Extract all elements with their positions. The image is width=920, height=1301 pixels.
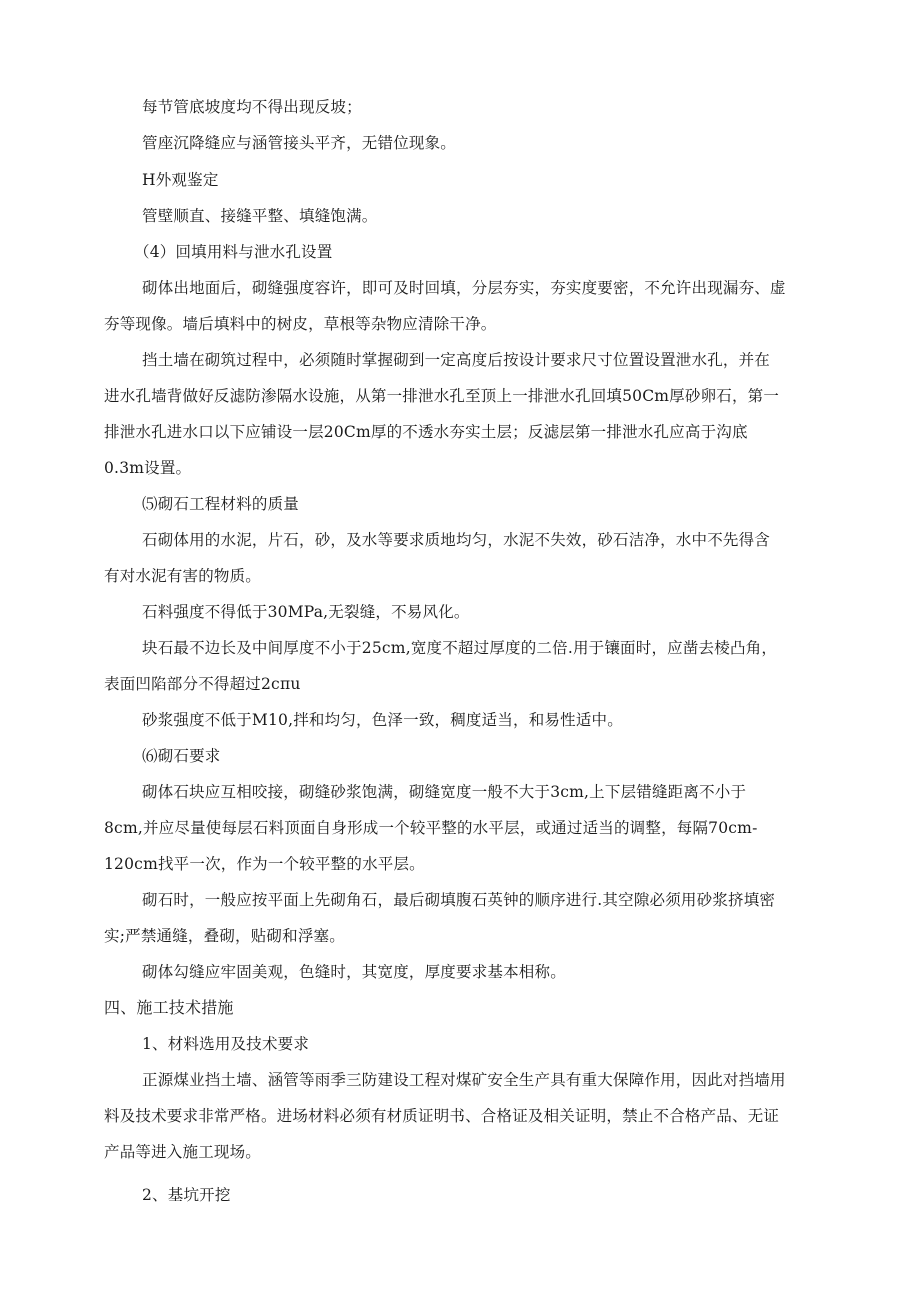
text-line: 砌体石块应互相咬接，砌缝砂浆饱满，砌缝宽度一般不大于3cm,上下层错缝距离不小于 <box>142 783 747 801</box>
text-line: 料及技术要求非常严格。进场材料必须有材质证明书、合格证及相关证明，禁止不合格产品、无证 <box>104 1107 780 1125</box>
section-heading: （4）回填用料与泄水孔设置 <box>134 243 333 261</box>
section-heading: 1、材料选用及技术要求 <box>142 1035 310 1053</box>
text-line: 砌体出地面后，砌缝强度容许，即可及时回填，分层夯实，夯实度要密，不允许出现漏夯、虚 <box>142 279 786 297</box>
text-line: 管座沉降缝应与涵管接头平齐，无错位现象。 <box>142 134 457 152</box>
text-line: 砂浆强度不低于M10,拌和均匀，色泽一致，稠度适当，和易性适中。 <box>142 711 623 729</box>
text-line: 挡土墙在砌筑过程中，必须随时掌握砌到一定高度后按设计要求尺寸位置设置泄水孔，并在 <box>142 351 771 369</box>
text-line: 石料强度不得低于30MPa,无裂缝，不易风化。 <box>142 603 470 621</box>
text-line: 每节管底坡度均不得出现反坡； <box>142 98 362 116</box>
text-line: 管壁顺直、接缝平整、填缝饱满。 <box>142 207 378 225</box>
text-line: 排泄水孔进水口以下应铺设一层20Cm厚的不透水夯实土层；反滤层第一排泄水孔应高于沟底 <box>104 423 748 441</box>
chapter-heading: 四、施工技术措施 <box>104 998 234 1017</box>
text-line: 石砌体用的水泥，片石，砂，及水等要求质地均匀，水泥不失效，砂石洁净，水中不先得含 <box>142 531 771 549</box>
text-line: 8cm,并应尽量使每层石料顶面自身形成一个较平整的水平层，或通过适当的调整，每隔70cm- <box>104 819 758 837</box>
text-line: 有对水泥有害的物质。 <box>104 567 262 585</box>
text-line: 块石最不边长及中间厚度不小于25cm,宽度不超过厚度的二倍.用于镶面时，应凿去棱凸角， <box>142 639 778 657</box>
text-line: 产品等进入施工现场。 <box>104 1143 262 1161</box>
text-line: 砌石时，一般应按平面上先砌角石，最后砌填腹石英钟的顺序进行.其空隙必须用砂浆挤填密 <box>142 891 776 909</box>
text-line: 正源煤业挡土墙、涵管等雨季三防建设工程对煤矿安全生产具有重大保障作用，因此对挡墙用 <box>142 1071 786 1089</box>
text-line: 表面凹陷部分不得超过2cπu <box>104 675 301 693</box>
text-line: 120cm找平一次，作为一个较平整的水平层。 <box>104 855 425 873</box>
text-line: H外观鉴定 <box>142 171 219 189</box>
section-heading: ⑹砌石要求 <box>142 747 221 765</box>
text-line: 进水孔墙背做好反滤防渗隔水设施，从第一排泄水孔至顶上一排泄水孔回填50Cm厚砂卵石，第一 <box>104 387 780 405</box>
section-heading: 2、基坑开挖 <box>142 1186 231 1204</box>
text-line: 实;严禁通缝，叠砌，贴砌和浮塞。 <box>104 927 345 945</box>
text-line: 砌体勾缝应牢固美观，色缝时，其宽度，厚度要求基本相称。 <box>142 963 566 981</box>
section-heading: ⑸砌石工程材料的质量 <box>142 495 300 513</box>
text-line: 夯等现像。墙后填料中的树皮，草根等杂物应清除干净。 <box>104 315 497 333</box>
text-line: 0.3m设置。 <box>104 459 192 477</box>
